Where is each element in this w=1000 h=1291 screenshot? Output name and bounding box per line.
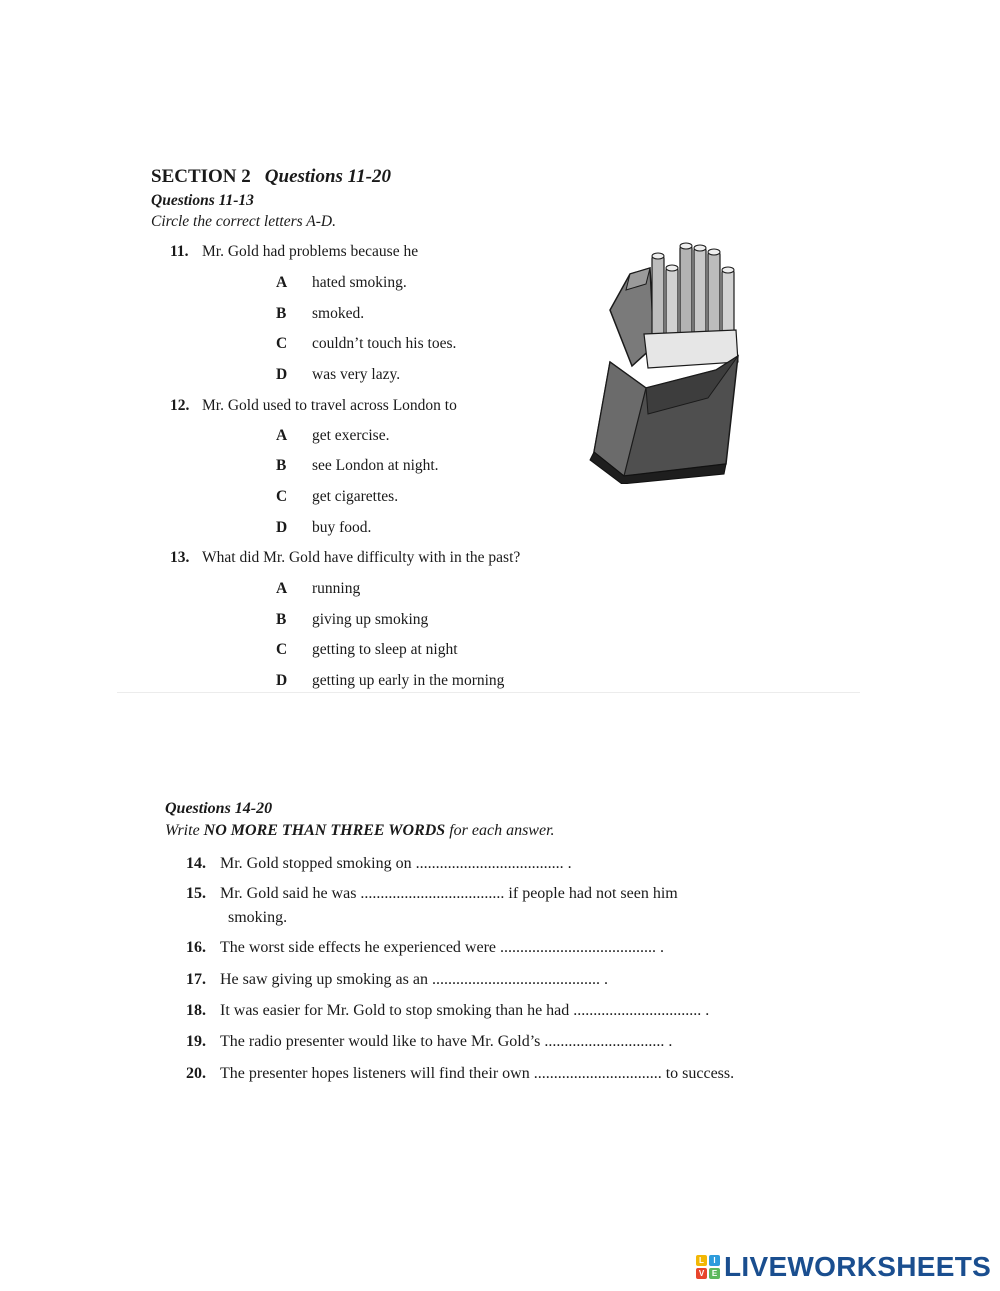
option-13-b[interactable] [276, 611, 428, 629]
option-letter: B [276, 611, 287, 628]
option-text: see London at night. [312, 457, 439, 474]
question-text: The radio presenter would like to have Mr. Gold’s .............................. . [220, 1033, 673, 1050]
question-17[interactable] [186, 971, 608, 989]
option-letter: C [276, 488, 288, 505]
question-12 [170, 397, 457, 415]
question-number: 18. [186, 1002, 206, 1019]
question-text: Mr. Gold used to travel across London to [202, 397, 457, 414]
question-number: 14. [186, 855, 206, 872]
question-text: It was easier for Mr. Gold to stop smoking than he had ................................ . [220, 1002, 710, 1019]
option-text: giving up smoking [312, 611, 429, 628]
question-number: 13. [170, 549, 190, 566]
question-number: 16. [186, 939, 206, 956]
option-letter: C [276, 335, 288, 352]
logo-letter: V [696, 1268, 707, 1279]
question-11 [170, 243, 418, 261]
option-11-a[interactable] [276, 274, 407, 292]
cigarette-pack-icon [588, 238, 758, 484]
option-12-c[interactable] [276, 488, 398, 506]
option-12-d[interactable] [276, 519, 371, 537]
part1-heading: Questions 11-13 [151, 192, 254, 209]
question-number: 12. [170, 397, 190, 414]
question-text: Mr. Gold had problems because he [202, 243, 419, 260]
option-letter: D [276, 366, 288, 383]
section-questions-range: Questions 11-20 [264, 166, 391, 187]
question-19[interactable] [186, 1033, 672, 1051]
option-11-c[interactable] [276, 335, 456, 353]
option-letter: A [276, 274, 288, 291]
option-12-a[interactable] [276, 427, 389, 445]
question-18[interactable] [186, 1002, 709, 1020]
question-number: 15. [186, 885, 206, 902]
question-14[interactable] [186, 855, 572, 873]
option-text: get cigarettes. [312, 488, 399, 505]
option-13-a[interactable] [276, 580, 360, 598]
question-number: 20. [186, 1065, 206, 1082]
logo-letter: L [696, 1255, 707, 1266]
option-letter: C [276, 641, 288, 658]
question-text: Mr. Gold said he was .................................... if people had not seen him [220, 885, 678, 902]
option-text: hated smoking. [312, 274, 407, 291]
option-letter: A [276, 427, 288, 444]
option-13-c[interactable] [276, 641, 458, 659]
option-11-d[interactable] [276, 366, 400, 384]
section-title: SECTION 2 [151, 166, 251, 187]
option-letter: D [276, 672, 288, 689]
option-letter: A [276, 580, 288, 597]
part2-instruction [165, 822, 555, 840]
option-text: smoked. [312, 305, 365, 322]
part1-instruction: Circle the correct letters A-D. [151, 213, 336, 230]
option-letter: B [276, 305, 287, 322]
section-divider [117, 692, 860, 693]
option-text: running [312, 580, 361, 597]
option-13-d[interactable] [276, 672, 504, 690]
question-20[interactable] [186, 1065, 734, 1083]
option-text: couldn’t touch his toes. [312, 335, 457, 352]
liveworksheets-logo [696, 1251, 991, 1283]
question-text: The presenter hopes listeners will find their own ................................ to success. [220, 1065, 735, 1082]
question-text: The worst side effects he experienced were ....................................... . [220, 939, 665, 956]
option-letter: B [276, 457, 287, 474]
instruction-suffix: for each answer. [445, 822, 555, 839]
question-number: 17. [186, 971, 206, 988]
option-text: getting up early in the morning [312, 672, 505, 689]
logo-letter: E [709, 1268, 720, 1279]
option-letter: D [276, 519, 288, 536]
liveworksheets-icon [696, 1255, 720, 1279]
question-16[interactable] [186, 939, 664, 957]
question-text: He saw giving up smoking as an .......................................... . [220, 971, 608, 988]
cigarette-pack-svg [588, 238, 758, 484]
option-12-b[interactable] [276, 457, 439, 475]
brand-name: LIVEWORKSHEETS [724, 1251, 992, 1282]
logo-letter: I [709, 1255, 720, 1266]
option-text: getting to sleep at night [312, 641, 458, 658]
question-text: Mr. Gold stopped smoking on ..................................... . [220, 855, 572, 872]
question-number: 19. [186, 1033, 206, 1050]
question-text: What did Mr. Gold have difficulty with in the past? [202, 549, 521, 566]
question-13 [170, 549, 520, 567]
option-11-b[interactable] [276, 305, 364, 323]
instruction-prefix: Write [165, 822, 204, 839]
section-heading [151, 166, 391, 188]
instruction-emphasis: NO MORE THAN THREE WORDS [203, 822, 446, 839]
option-text: was very lazy. [312, 366, 401, 383]
question-15[interactable] [186, 885, 678, 903]
option-text: get exercise. [312, 427, 390, 444]
question-number: 11. [170, 243, 189, 260]
option-text: buy food. [312, 519, 372, 536]
question-15-continuation: smoking. [228, 909, 288, 926]
part2-heading: Questions 14-20 [165, 800, 273, 817]
